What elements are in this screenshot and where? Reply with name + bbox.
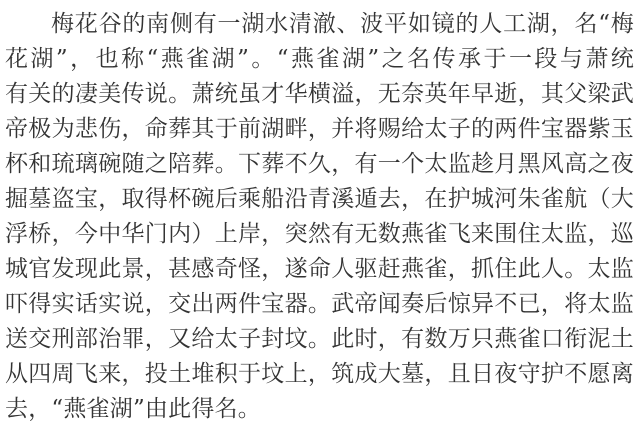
text-line: 从四周飞来，投土堆积于坟上，筑成大墓，且日夜守护不愿离 bbox=[5, 361, 634, 387]
text-line: 有关的凄美传说。萧统虽才华横溢，无奈英年早逝，其父梁武 bbox=[5, 81, 634, 107]
text-line: 去，“燕雀湖”由此得名。 bbox=[5, 396, 261, 422]
text-line: 杯和琉璃碗随之陪葬。下葬不久，有一个太监趁月黑风高之夜 bbox=[5, 151, 634, 177]
story-paragraph bbox=[5, 7, 634, 427]
text-line: 浮桥，今中华门内）上岸，突然有无数燕雀飞来围住太监，巡 bbox=[5, 221, 634, 247]
text-line: 帝极为悲伤，命葬其于前湖畔，并将赐给太子的两件宝器紫玉 bbox=[5, 116, 634, 142]
text-line: 送交刑部治罪，又给太子封坟。此时，有数万只燕雀口衔泥土 bbox=[5, 326, 634, 352]
text-line: 吓得实话实说，交出两件宝器。武帝闻奏后惊异不已，将太监 bbox=[5, 291, 634, 317]
text-line: 梅花谷的南侧有一湖水清澈、波平如镜的人工湖，名“梅 bbox=[51, 11, 634, 37]
text-line: 掘墓盗宝，取得杯碗后乘船沿青溪遁去，在护城河朱雀航（大 bbox=[5, 186, 634, 212]
text-line: 花湖”，也称“燕雀湖”。“燕雀湖”之名传承于一段与萧统 bbox=[5, 46, 634, 72]
text-line: 城官发现此景，甚感奇怪，遂命人驱赶燕雀，抓住此人。太监 bbox=[5, 256, 634, 282]
